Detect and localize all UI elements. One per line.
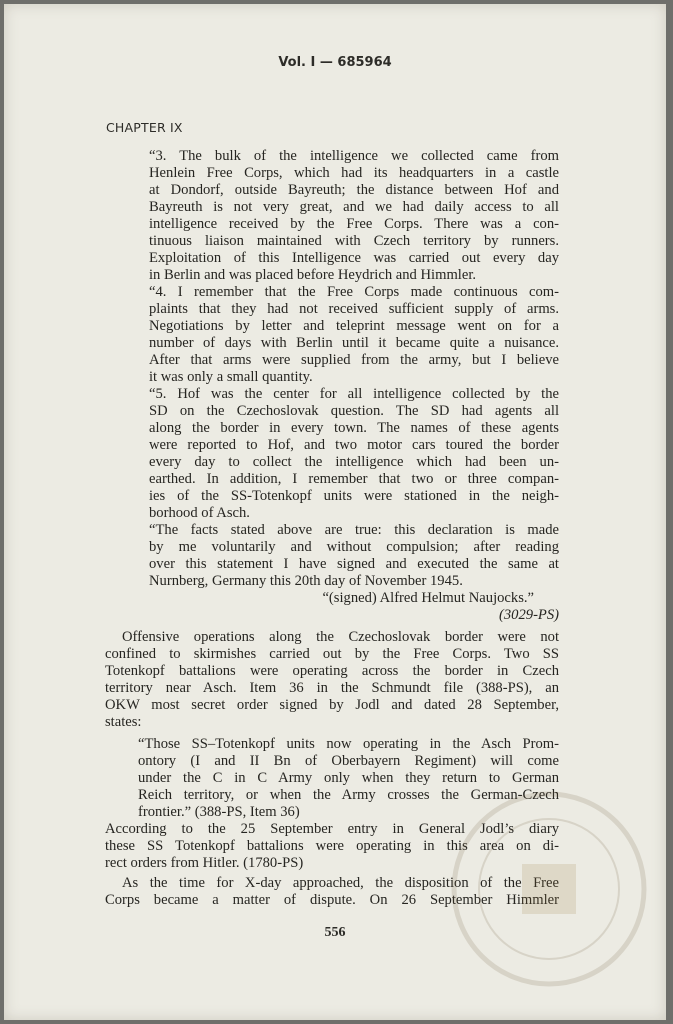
- text-line: ontory (I and II Bn of Oberbayern Regiment) will come: [138, 753, 559, 769]
- chapter-heading: CHAPTER IX: [106, 120, 183, 135]
- text-line: Henlein Free Corps, which had its headquarters in a castle: [149, 165, 559, 181]
- text-line: frontier.” (388-PS, Item 36): [138, 804, 300, 820]
- text-line: plaints that they had not received sufficient supply of arms.: [149, 301, 559, 317]
- text-line: After that arms were supplied from the army, but I believe: [149, 352, 559, 368]
- text-line: Offensive operations along the Czechoslovak border were not: [122, 629, 559, 645]
- text-line: “Those SS–Totenkopf units now operating in the Asch Prom-: [138, 736, 559, 752]
- text-line: SD on the Czechoslovak question. The SD had agents all: [149, 403, 559, 419]
- text-line: “4. I remember that the Free Corps made continuous com-: [149, 284, 559, 300]
- citation: (3029-PS): [499, 607, 559, 623]
- text-line: in Berlin and was placed before Heydrich and Himmler.: [149, 267, 477, 283]
- text-line: Bayreuth is not very great, and we had daily access to all: [149, 199, 559, 215]
- text-line: “3. The bulk of the intelligence we collected came from: [149, 148, 559, 164]
- text-line: Negotiations by letter and teleprint message went on for a: [149, 318, 559, 334]
- text-line: Nurnberg, Germany this 20th day of November 1945.: [149, 573, 463, 589]
- text-line: Exploitation of this Intelligence was carried out every day: [149, 250, 559, 266]
- text-line: states:: [105, 714, 142, 730]
- text-line: every day to collect the intelligence which had been un-: [149, 454, 559, 470]
- text-line: at Dondorf, outside Bayreuth; the distance between Hof and: [149, 182, 559, 198]
- text-line: Totenkopf battalions were operating across the border in Czech: [105, 663, 559, 679]
- text-line: these SS Totenkopf battalions were operating in this area on di-: [105, 838, 559, 854]
- document-page: [4, 4, 666, 1020]
- text-line: intelligence received by the Free Corps. There was a con-: [149, 216, 559, 232]
- text-line: earthed. In addition, I remember that two or three compan-: [149, 471, 559, 487]
- text-line: under the C in C Army only when they return to German: [138, 770, 559, 786]
- text-line: As the time for X-day approached, the disposition of the Free: [122, 875, 559, 891]
- text-line: along the border in every town. The names of these agents: [149, 420, 559, 436]
- text-line: territory near Asch. Item 36 in the Schmundt file (388-PS), an: [105, 680, 559, 696]
- signature-line: “(signed) Alfred Helmut Naujocks.”: [322, 590, 534, 606]
- text-line: it was only a small quantity.: [149, 369, 313, 385]
- volume-header: Vol. I — 685964: [278, 55, 392, 70]
- text-line: “5. Hof was the center for all intelligence collected by the: [149, 386, 559, 402]
- text-line: Reich territory, or when the Army crosses the German-Czech: [138, 787, 559, 803]
- text-line: were reported to Hof, and two motor cars toured the border: [149, 437, 559, 453]
- text-line: OKW most secret order signed by Jodl and dated 28 September,: [105, 697, 559, 713]
- text-line: tinuous liaison maintained with Czech territory by runners.: [149, 233, 559, 249]
- text-line: ies of the SS-Totenkopf units were stationed in the neigh-: [149, 488, 559, 504]
- text-line: Corps became a matter of dispute. On 26 September Himmler: [105, 892, 559, 908]
- text-line: borhood of Asch.: [149, 505, 250, 521]
- text-line: According to the 25 September entry in General Jodl’s diary: [105, 821, 559, 837]
- library-seal-watermark: [444, 784, 654, 994]
- text-line: by me voluntarily and without compulsion; after reading: [149, 539, 559, 555]
- text-line: “The facts stated above are true: this declaration is made: [149, 522, 559, 538]
- text-line: rect orders from Hitler. (1780-PS): [105, 855, 304, 871]
- text-line: confined to skirmishes carried out by the Free Corps. Two SS: [105, 646, 559, 662]
- text-line: number of days with Berlin until it became quite a nuisance.: [149, 335, 559, 351]
- page-number: 556: [324, 925, 346, 940]
- text-line: over this statement I have signed and executed the same at: [149, 556, 559, 572]
